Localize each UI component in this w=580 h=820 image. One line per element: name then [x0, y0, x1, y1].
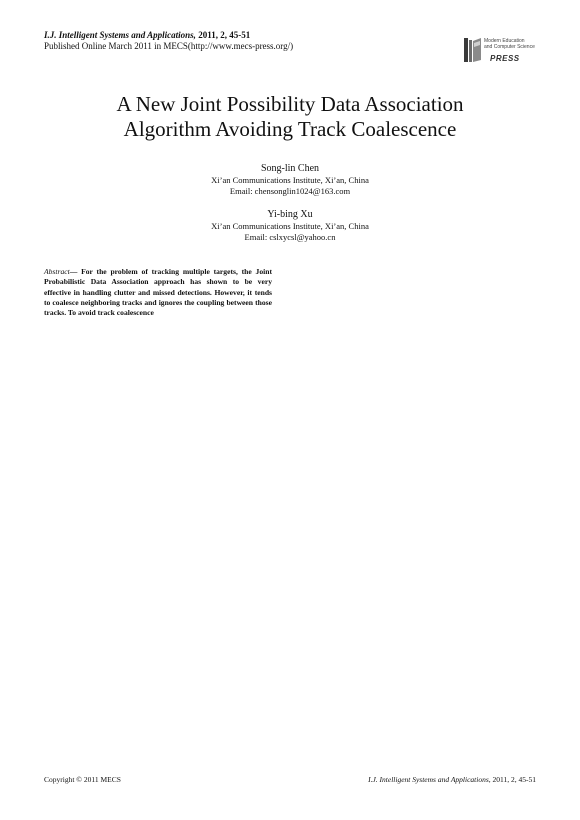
logo-text [484, 39, 535, 50]
abstract-paragraph [44, 267, 272, 318]
journal-citation [44, 30, 424, 41]
paper-title [0, 92, 580, 142]
journal-volume: 2011, 2, 45-51 [198, 30, 251, 40]
abstract-label: Abstract [44, 267, 70, 276]
title-line-1: A New Joint Possibility Data Association [116, 92, 464, 116]
author-name: Song-lin Chen [260, 163, 320, 174]
author-block-1 [0, 163, 580, 197]
journal-name: I.J. Intelligent Systems and Applications, [44, 30, 196, 40]
journal-header [44, 30, 424, 52]
published-online: Published Online March 2011 in MECS(http://www.mecs-press.org/) [44, 41, 294, 51]
logo-line-2: and Computer Science [484, 43, 535, 50]
footer-journal: I.J. Intelligent Systems and Applications, [368, 775, 491, 784]
author-email: Email: cslxycsl@yahoo.cn [244, 232, 336, 242]
logo-press: PRESS [490, 54, 520, 63]
title-line-2: Algorithm Avoiding Track Coalescence [123, 117, 457, 141]
book-stack-icon [462, 36, 484, 64]
author-affiliation: Xi’an Communications Institute, Xi’an, China [211, 175, 369, 185]
footer-volume: 2011, 2, 45-51 [492, 775, 536, 784]
author-affiliation: Xi’an Communications Institute, Xi’an, China [211, 221, 369, 231]
footer-copyright: Copyright © 2011 MECS [44, 775, 121, 784]
abstract-text: — For the problem of tracking multiple targets, the Joint Probabilistic Data Association approach has shown to be very effective in handling clutter and missed detections. However, it tends to coalesce neighboring tracks and ignores the coupling between those tracks. To avoid track coalescence [44, 267, 272, 318]
logo-line-1: Modern Education [484, 38, 525, 44]
author-name: Yi-bing Xu [267, 209, 313, 220]
mecs-press-logo [462, 36, 534, 64]
author-block-2 [0, 209, 580, 243]
author-email: Email: chensonglin1024@163.com [229, 186, 351, 196]
footer-citation [368, 775, 536, 784]
